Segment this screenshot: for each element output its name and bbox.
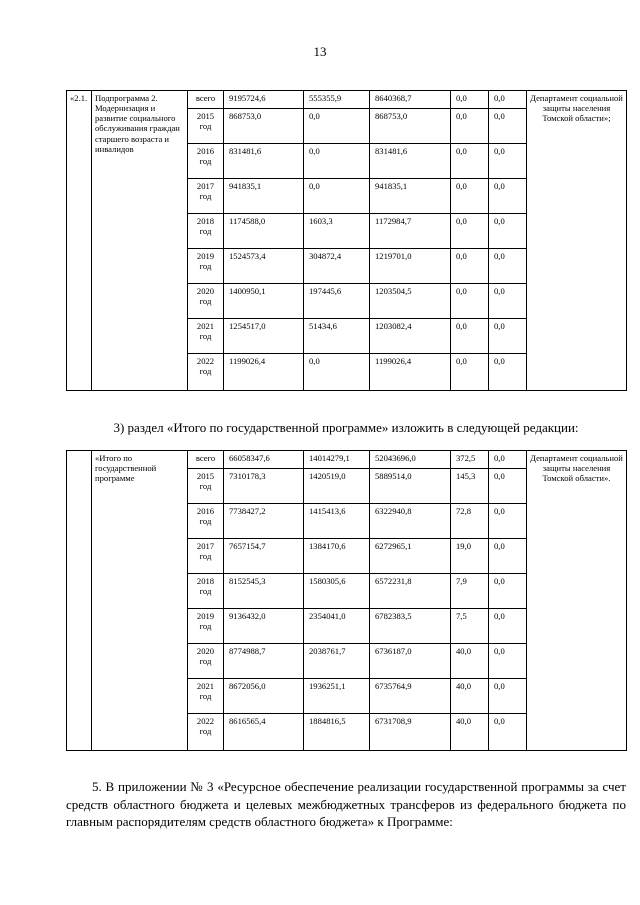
subprogram-2-funding-table [66, 90, 627, 391]
federal-cell: 197445,6 [304, 284, 370, 319]
federal-cell: 0,0 [304, 179, 370, 214]
local-cell: 0,0 [451, 109, 489, 144]
regional-cell: 1199026,4 [370, 354, 451, 391]
local-cell: 0,0 [451, 249, 489, 284]
regional-cell: 6782383,5 [370, 609, 451, 644]
page-number: 13 [313, 44, 327, 59]
year-cell: 2019 год [188, 609, 224, 644]
local-cell: 40,0 [451, 644, 489, 679]
paragraph-5-text: 5. В приложении № 3 «Ресурсное обеспечение реализации государственной программы за счет средств областного бюджета и целевых межбюджетных трансферов из федерального бюджета по главным распорядителям средств областного бюджета» к Программе: [66, 779, 626, 829]
regional-cell: 5889514,0 [370, 469, 451, 504]
other-cell: 0,0 [489, 249, 527, 284]
other-cell: 0,0 [489, 284, 527, 319]
program-name-cell: Подпрограмма 2. Модернизация и развитие социального обслуживания граждан старшего возраста и инвалидов [92, 91, 188, 391]
year-cell: 2021 год [188, 319, 224, 354]
local-cell: 0,0 [451, 354, 489, 391]
regional-cell: 1219701,0 [370, 249, 451, 284]
regional-cell: 52043696,0 [370, 451, 451, 469]
program-total-funding-table [66, 450, 627, 751]
year-cell: 2017 год [188, 539, 224, 574]
other-cell: 0,0 [489, 469, 527, 504]
other-cell: 0,0 [489, 714, 527, 751]
federal-cell: 0,0 [304, 354, 370, 391]
year-cell: 2019 год [188, 249, 224, 284]
federal-cell: 1384170,6 [304, 539, 370, 574]
regional-cell: 6731708,9 [370, 714, 451, 751]
local-cell: 7,5 [451, 609, 489, 644]
table-row [67, 91, 627, 109]
year-cell: 2016 год [188, 144, 224, 179]
local-cell: 372,5 [451, 451, 489, 469]
other-cell: 0,0 [489, 214, 527, 249]
year-cell: 2017 год [188, 179, 224, 214]
year-cell: 2018 год [188, 574, 224, 609]
table-row [67, 451, 627, 469]
total-cell: 8774988,7 [224, 644, 304, 679]
federal-cell: 51434,6 [304, 319, 370, 354]
local-cell: 40,0 [451, 679, 489, 714]
total-cell: 868753,0 [224, 109, 304, 144]
federal-cell: 1936251,1 [304, 679, 370, 714]
year-cell: 2021 год [188, 679, 224, 714]
federal-cell: 14014279,1 [304, 451, 370, 469]
total-cell: 8672056,0 [224, 679, 304, 714]
year-cell: 2020 год [188, 284, 224, 319]
regional-cell: 1203504,5 [370, 284, 451, 319]
other-cell: 0,0 [489, 539, 527, 574]
local-cell: 7,9 [451, 574, 489, 609]
federal-cell: 1884816,5 [304, 714, 370, 751]
year-cell: 2016 год [188, 504, 224, 539]
regional-cell: 6735764,9 [370, 679, 451, 714]
total-cell: 7310178,3 [224, 469, 304, 504]
local-cell: 145,3 [451, 469, 489, 504]
regional-cell: 1203082,4 [370, 319, 451, 354]
total-cell: 1254517,0 [224, 319, 304, 354]
year-cell: 2015 год [188, 109, 224, 144]
regional-cell: 6322940,8 [370, 504, 451, 539]
regional-cell: 941835,1 [370, 179, 451, 214]
total-cell: 7657154,7 [224, 539, 304, 574]
section-3-instruction: 3) раздел «Итого по государственной программе» изложить в следующей редакции: [113, 420, 579, 435]
other-cell: 0,0 [489, 144, 527, 179]
other-cell: 0,0 [489, 644, 527, 679]
federal-cell: 0,0 [304, 109, 370, 144]
total-cell: 8152545,3 [224, 574, 304, 609]
local-cell: 0,0 [451, 91, 489, 109]
local-cell: 0,0 [451, 144, 489, 179]
other-cell: 0,0 [489, 609, 527, 644]
federal-cell: 1420519,0 [304, 469, 370, 504]
local-cell: 0,0 [451, 284, 489, 319]
regional-cell: 6272965,1 [370, 539, 451, 574]
regional-cell: 6736187,0 [370, 644, 451, 679]
row-number-cell [67, 451, 92, 751]
regional-cell: 868753,0 [370, 109, 451, 144]
paragraph-5 [66, 778, 626, 831]
other-cell: 0,0 [489, 679, 527, 714]
local-cell: 40,0 [451, 714, 489, 751]
federal-cell: 0,0 [304, 144, 370, 179]
other-cell: 0,0 [489, 504, 527, 539]
other-cell: 0,0 [489, 354, 527, 391]
total-cell: 8616565,4 [224, 714, 304, 751]
federal-cell: 1603,3 [304, 214, 370, 249]
other-cell: 0,0 [489, 179, 527, 214]
total-cell: 9136432,0 [224, 609, 304, 644]
federal-cell: 555355,9 [304, 91, 370, 109]
year-cell: 2022 год [188, 714, 224, 751]
local-cell: 19,0 [451, 539, 489, 574]
other-cell: 0,0 [489, 574, 527, 609]
regional-cell: 8640368,7 [370, 91, 451, 109]
total-cell: 831481,6 [224, 144, 304, 179]
total-cell: 1400950,1 [224, 284, 304, 319]
regional-cell: 1172984,7 [370, 214, 451, 249]
regional-cell: 831481,6 [370, 144, 451, 179]
regional-cell: 6572231,8 [370, 574, 451, 609]
local-cell: 0,0 [451, 179, 489, 214]
row-number-cell: «2.1. [67, 91, 92, 391]
total-cell: 1524573,4 [224, 249, 304, 284]
other-cell: 0,0 [489, 319, 527, 354]
total-cell: 941835,1 [224, 179, 304, 214]
other-cell: 0,0 [489, 109, 527, 144]
year-cell: 2020 год [188, 644, 224, 679]
federal-cell: 2354041,0 [304, 609, 370, 644]
program-name-cell: «Итого по государственной программе [92, 451, 188, 751]
year-cell: 2022 год [188, 354, 224, 391]
department-cell: Департамент социальной защиты населения Томской области». [527, 451, 627, 751]
year-cell: 2018 год [188, 214, 224, 249]
other-cell: 0,0 [489, 451, 527, 469]
year-cell: 2015 год [188, 469, 224, 504]
total-cell: 1199026,4 [224, 354, 304, 391]
federal-cell: 1580305,6 [304, 574, 370, 609]
local-cell: 0,0 [451, 214, 489, 249]
total-cell: 9195724,6 [224, 91, 304, 109]
total-cell: 66058347,6 [224, 451, 304, 469]
federal-cell: 2038761,7 [304, 644, 370, 679]
federal-cell: 1415413,6 [304, 504, 370, 539]
local-cell: 0,0 [451, 319, 489, 354]
federal-cell: 304872,4 [304, 249, 370, 284]
total-cell: 7738427,2 [224, 504, 304, 539]
total-cell: 1174588,0 [224, 214, 304, 249]
local-cell: 72,8 [451, 504, 489, 539]
year-cell: всего [188, 91, 224, 109]
other-cell: 0,0 [489, 91, 527, 109]
department-cell: Департамент социальной защиты населения Томской области»; [527, 91, 627, 391]
year-cell: всего [188, 451, 224, 469]
